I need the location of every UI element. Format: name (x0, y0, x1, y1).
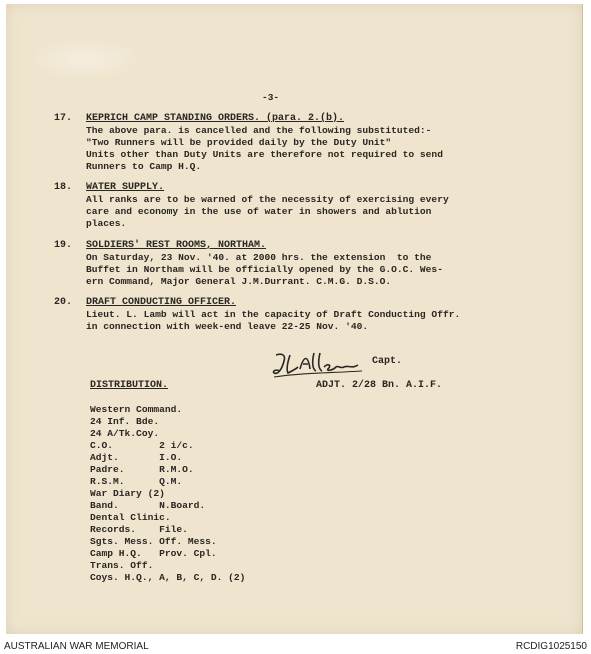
distribution-line: Adjt. I.O. (90, 452, 183, 463)
item-line: Units other than Duty Units are therefore not required to send (86, 149, 443, 160)
item-number: 20. (54, 297, 73, 308)
item-heading: KEPRICH CAMP STANDING ORDERS. (para. 2.(b). (86, 113, 345, 124)
item-line: places. (86, 218, 127, 229)
distribution-line: Records. File. (90, 524, 188, 535)
distribution-line: Sgts. Mess. Off. Mess. (90, 536, 217, 547)
item-line: "Two Runners will be provided daily by the Duty Unit" (86, 137, 392, 148)
item-heading: SOLDIERS' REST ROOMS, NORTHAM. (86, 240, 267, 251)
item-line: Lieut. L. Lamb will act in the capacity of Draft Conducting Offr. (86, 309, 461, 320)
item-heading: WATER SUPPLY. (86, 182, 165, 193)
distribution-line: R.S.M. Q.M. (90, 476, 183, 487)
item-line: care and economy in the use of water in showers and ablution (86, 206, 432, 217)
item-line: Runners to Camp H.Q. (86, 161, 202, 172)
item-line: On Saturday, 23 Nov. '40. at 2000 hrs. the extension to the (86, 252, 432, 263)
handwritten-signature (270, 349, 366, 381)
paper-stain (30, 38, 140, 80)
distribution-line: 24 A/Tk.Coy. (90, 428, 160, 439)
distribution-line: Coys. H.Q., A, B, C, D. (2) (90, 572, 246, 583)
item-line: Buffet in Northam will be officially opened by the G.O.C. Wes- (86, 264, 443, 275)
distribution-line: 24 Inf. Bde. (90, 416, 160, 427)
archive-credit: AUSTRALIAN WAR MEMORIAL (4, 641, 149, 652)
distribution-line: Trans. Off. (90, 560, 154, 571)
distribution-line: C.O. 2 i/c. (90, 440, 194, 451)
signature-appointment: ADJT. 2/28 Bn. A.I.F. (316, 380, 443, 391)
item-number: 17. (54, 113, 73, 124)
distribution-line: Camp H.Q. Prov. Cpl. (90, 548, 217, 559)
distribution-line: Band. N.Board. (90, 500, 206, 511)
page-number: -3- (262, 92, 280, 103)
item-number: 19. (54, 240, 73, 251)
archive-id: RCDIG1025150 (515, 641, 587, 652)
item-number: 18. (54, 182, 73, 193)
distribution-title: DISTRIBUTION. (90, 380, 169, 391)
item-line: in connection with week-end leave 22-25 Nov. '40. (86, 321, 369, 332)
item-line: ern Command, Major General J.M.Durrant. C.M.G. D.S.O. (86, 276, 392, 287)
item-line: The above para. is cancelled and the following substituted:- (86, 125, 432, 136)
distribution-line: Western Command. (90, 404, 183, 415)
distribution-line: War Diary (2) (90, 488, 165, 499)
item-heading: DRAFT CONDUCTING OFFICER. (86, 297, 237, 308)
distribution-line: Padre. R.M.O. (90, 464, 194, 475)
distribution-line: Dental Clinic. (90, 512, 171, 523)
item-line: All ranks are to be warned of the necessity of exercising every (86, 194, 449, 205)
signature-rank: Capt. (372, 356, 403, 367)
